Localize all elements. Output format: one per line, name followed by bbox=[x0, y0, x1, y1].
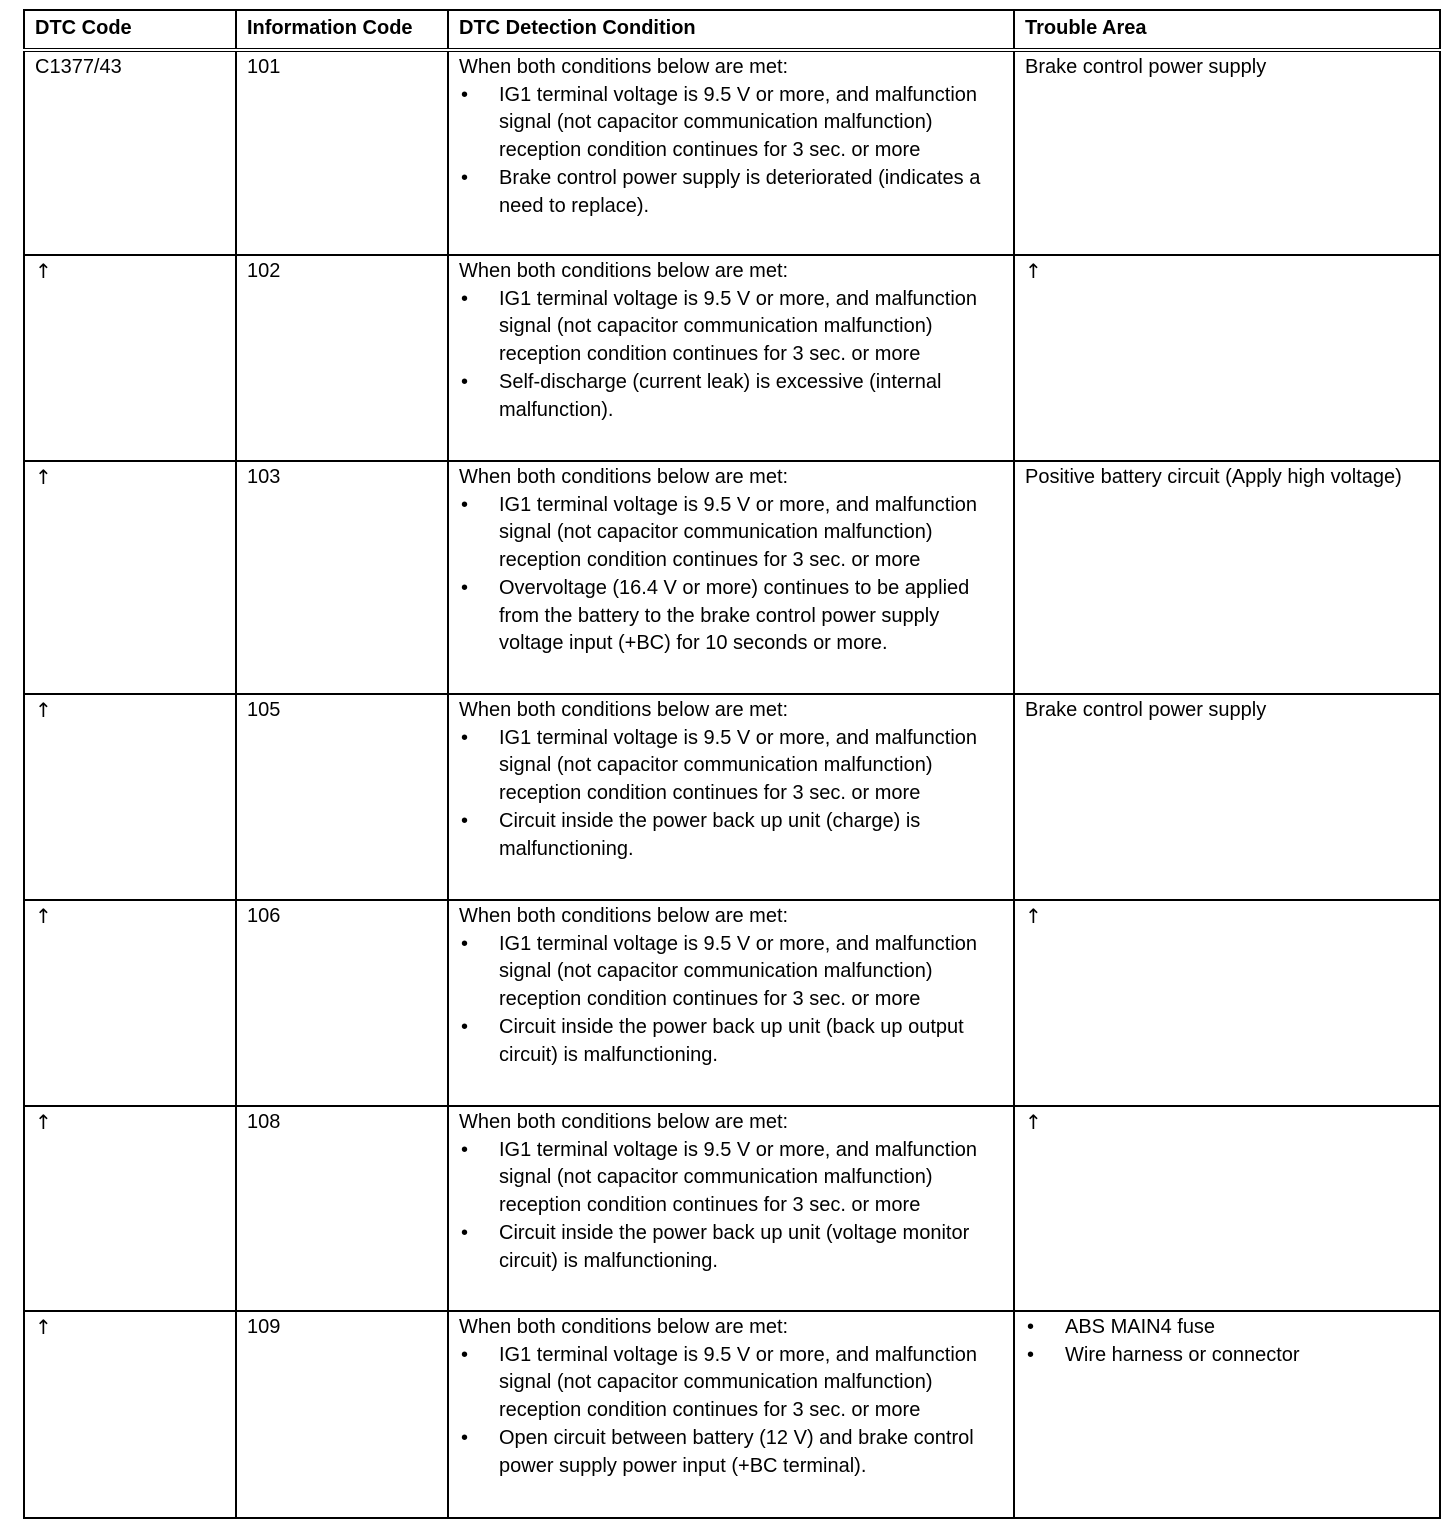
ditto-arrow-icon: ↑ bbox=[1025, 904, 1042, 928]
information-code: 103 bbox=[247, 466, 281, 488]
dtc-table bbox=[23, 9, 1441, 1519]
information-code-cell bbox=[236, 461, 448, 694]
trouble-area-cell bbox=[1014, 461, 1440, 694]
condition-list bbox=[459, 1342, 1005, 1481]
condition-intro: When both conditions below are met: bbox=[459, 56, 789, 78]
condition-text: Overvoltage (16.4 V or more) continues to be applied from the battery to the brake control power supply voltage input (+BC) for 10 seconds or more. bbox=[499, 576, 970, 655]
dtc-code-cell bbox=[24, 50, 236, 255]
bullet-icon: • bbox=[1027, 1343, 1035, 1366]
table-row bbox=[24, 1311, 1440, 1518]
header-detection-condition: DTC Detection Condition bbox=[448, 10, 1014, 50]
trouble-area-text: Wire harness or connector bbox=[1065, 1343, 1300, 1366]
condition-text: Circuit inside the power back up unit (charge) is malfunctioning. bbox=[499, 809, 921, 860]
trouble-area-cell bbox=[1014, 1106, 1440, 1311]
trouble-area-text: Positive battery circuit (Apply high voltage) bbox=[1025, 466, 1402, 488]
bullet-icon: • bbox=[461, 287, 469, 310]
bullet-icon: • bbox=[461, 1343, 469, 1366]
condition-list bbox=[459, 286, 1005, 425]
condition-item bbox=[459, 931, 1005, 1014]
condition-intro: When both conditions below are met: bbox=[459, 466, 789, 488]
ditto-arrow-icon: ↑ bbox=[35, 465, 52, 489]
table-row bbox=[24, 50, 1440, 255]
condition-text: IG1 terminal voltage is 9.5 V or more, and malfunction signal (not capacitor communication malfunction) reception condition continues for 3 sec. or more bbox=[499, 1138, 978, 1217]
trouble-area-text: Brake control power supply bbox=[1025, 699, 1267, 721]
information-code: 102 bbox=[247, 260, 281, 282]
table-row bbox=[24, 694, 1440, 900]
condition-list bbox=[459, 82, 1005, 221]
table-row bbox=[24, 255, 1440, 461]
ditto-arrow-icon: ↑ bbox=[35, 259, 52, 283]
bullet-icon: • bbox=[461, 809, 469, 832]
trouble-area-text: Brake control power supply bbox=[1025, 56, 1267, 78]
bullet-icon: • bbox=[461, 370, 469, 393]
condition-item bbox=[459, 1137, 1005, 1220]
condition-text: IG1 terminal voltage is 9.5 V or more, and malfunction signal (not capacitor communication malfunction) reception condition continues for 3 sec. or more bbox=[499, 932, 978, 1011]
condition-text: Circuit inside the power back up unit (back up output circuit) is malfunctioning. bbox=[499, 1015, 964, 1066]
condition-intro: When both conditions below are met: bbox=[459, 905, 789, 927]
dtc-code-cell bbox=[24, 1106, 236, 1311]
condition-text: IG1 terminal voltage is 9.5 V or more, and malfunction signal (not capacitor communication malfunction) reception condition continues for 3 sec. or more bbox=[499, 1343, 978, 1422]
condition-item bbox=[459, 1342, 1005, 1425]
information-code-cell bbox=[236, 1311, 448, 1518]
condition-item bbox=[459, 808, 1005, 863]
table-row bbox=[24, 900, 1440, 1106]
condition-text: IG1 terminal voltage is 9.5 V or more, and malfunction signal (not capacitor communication malfunction) reception condition continues for 3 sec. or more bbox=[499, 493, 978, 572]
condition-item bbox=[459, 1220, 1005, 1275]
header-dtc-code: DTC Code bbox=[24, 10, 236, 50]
table-row bbox=[24, 1106, 1440, 1311]
condition-text: IG1 terminal voltage is 9.5 V or more, and malfunction signal (not capacitor communication malfunction) reception condition continues for 3 sec. or more bbox=[499, 287, 978, 366]
condition-text: IG1 terminal voltage is 9.5 V or more, and malfunction signal (not capacitor communication malfunction) reception condition continues for 3 sec. or more bbox=[499, 726, 978, 805]
information-code: 108 bbox=[247, 1111, 281, 1133]
condition-text: Open circuit between battery (12 V) and brake control power supply power input (+BC terminal). bbox=[499, 1426, 974, 1477]
dtc-code-cell bbox=[24, 694, 236, 900]
bullet-icon: • bbox=[461, 576, 469, 599]
header-row bbox=[24, 10, 1440, 50]
trouble-area-item bbox=[1025, 1314, 1431, 1342]
trouble-area-cell bbox=[1014, 900, 1440, 1106]
dtc-code: C1377/43 bbox=[35, 56, 122, 78]
information-code-cell bbox=[236, 255, 448, 461]
table-body bbox=[24, 50, 1440, 1518]
condition-item bbox=[459, 286, 1005, 369]
condition-item bbox=[459, 165, 1005, 220]
trouble-area-cell bbox=[1014, 694, 1440, 900]
trouble-area-cell bbox=[1014, 50, 1440, 255]
condition-list bbox=[459, 492, 1005, 658]
detection-condition-cell bbox=[448, 900, 1014, 1106]
condition-item bbox=[459, 575, 1005, 658]
information-code-cell bbox=[236, 50, 448, 255]
condition-intro: When both conditions below are met: bbox=[459, 699, 789, 721]
trouble-area-item bbox=[1025, 1342, 1431, 1370]
bullet-icon: • bbox=[1027, 1316, 1035, 1338]
detection-condition-cell bbox=[448, 694, 1014, 900]
ditto-arrow-icon: ↑ bbox=[35, 904, 52, 928]
table-row bbox=[24, 461, 1440, 694]
condition-intro: When both conditions below are met: bbox=[459, 1316, 789, 1338]
information-code-cell bbox=[236, 900, 448, 1106]
bullet-icon: • bbox=[461, 726, 469, 749]
header-information-code: Information Code bbox=[236, 10, 448, 50]
condition-text: Self-discharge (current leak) is excessive (internal malfunction). bbox=[499, 370, 942, 421]
bullet-icon: • bbox=[461, 1015, 469, 1038]
bullet-icon: • bbox=[461, 1138, 469, 1161]
information-code: 105 bbox=[247, 699, 281, 721]
bullet-icon: • bbox=[461, 1221, 469, 1244]
condition-list bbox=[459, 931, 1005, 1070]
information-code: 106 bbox=[247, 905, 281, 927]
trouble-area-list bbox=[1025, 1314, 1431, 1369]
condition-text: IG1 terminal voltage is 9.5 V or more, and malfunction signal (not capacitor communication malfunction) reception condition continues for 3 sec. or more bbox=[499, 83, 978, 162]
information-code-cell bbox=[236, 1106, 448, 1311]
condition-item bbox=[459, 725, 1005, 808]
information-code: 109 bbox=[247, 1316, 281, 1338]
bullet-icon: • bbox=[461, 166, 469, 189]
condition-item bbox=[459, 1425, 1005, 1480]
information-code-cell bbox=[236, 694, 448, 900]
condition-intro: When both conditions below are met: bbox=[459, 260, 789, 282]
condition-text: Brake control power supply is deteriorated (indicates a need to replace). bbox=[499, 166, 981, 217]
ditto-arrow-icon: ↑ bbox=[1025, 1110, 1042, 1134]
header-trouble-area: Trouble Area bbox=[1014, 10, 1440, 50]
ditto-arrow-icon: ↑ bbox=[35, 1315, 52, 1339]
ditto-arrow-icon: ↑ bbox=[35, 1110, 52, 1134]
dtc-code-cell bbox=[24, 255, 236, 461]
bullet-icon: • bbox=[461, 1426, 469, 1449]
trouble-area-text: ABS MAIN4 fuse bbox=[1065, 1316, 1216, 1338]
dtc-code-cell bbox=[24, 1311, 236, 1518]
detection-condition-cell bbox=[448, 461, 1014, 694]
condition-item bbox=[459, 369, 1005, 424]
ditto-arrow-icon: ↑ bbox=[35, 698, 52, 722]
detection-condition-cell bbox=[448, 1311, 1014, 1518]
ditto-arrow-icon: ↑ bbox=[1025, 259, 1042, 283]
condition-list bbox=[459, 1137, 1005, 1276]
detection-condition-cell bbox=[448, 255, 1014, 461]
dtc-code-cell bbox=[24, 900, 236, 1106]
bullet-icon: • bbox=[461, 83, 469, 106]
detection-condition-cell bbox=[448, 50, 1014, 255]
condition-item bbox=[459, 1014, 1005, 1069]
condition-list bbox=[459, 725, 1005, 864]
bullet-icon: • bbox=[461, 493, 469, 516]
bullet-icon: • bbox=[461, 932, 469, 955]
detection-condition-cell bbox=[448, 1106, 1014, 1311]
dtc-code-cell bbox=[24, 461, 236, 694]
trouble-area-cell bbox=[1014, 255, 1440, 461]
condition-item bbox=[459, 82, 1005, 165]
condition-item bbox=[459, 492, 1005, 575]
condition-intro: When both conditions below are met: bbox=[459, 1111, 789, 1133]
condition-text: Circuit inside the power back up unit (voltage monitor circuit) is malfunctioning. bbox=[499, 1221, 970, 1272]
information-code: 101 bbox=[247, 56, 281, 78]
trouble-area-cell bbox=[1014, 1311, 1440, 1518]
